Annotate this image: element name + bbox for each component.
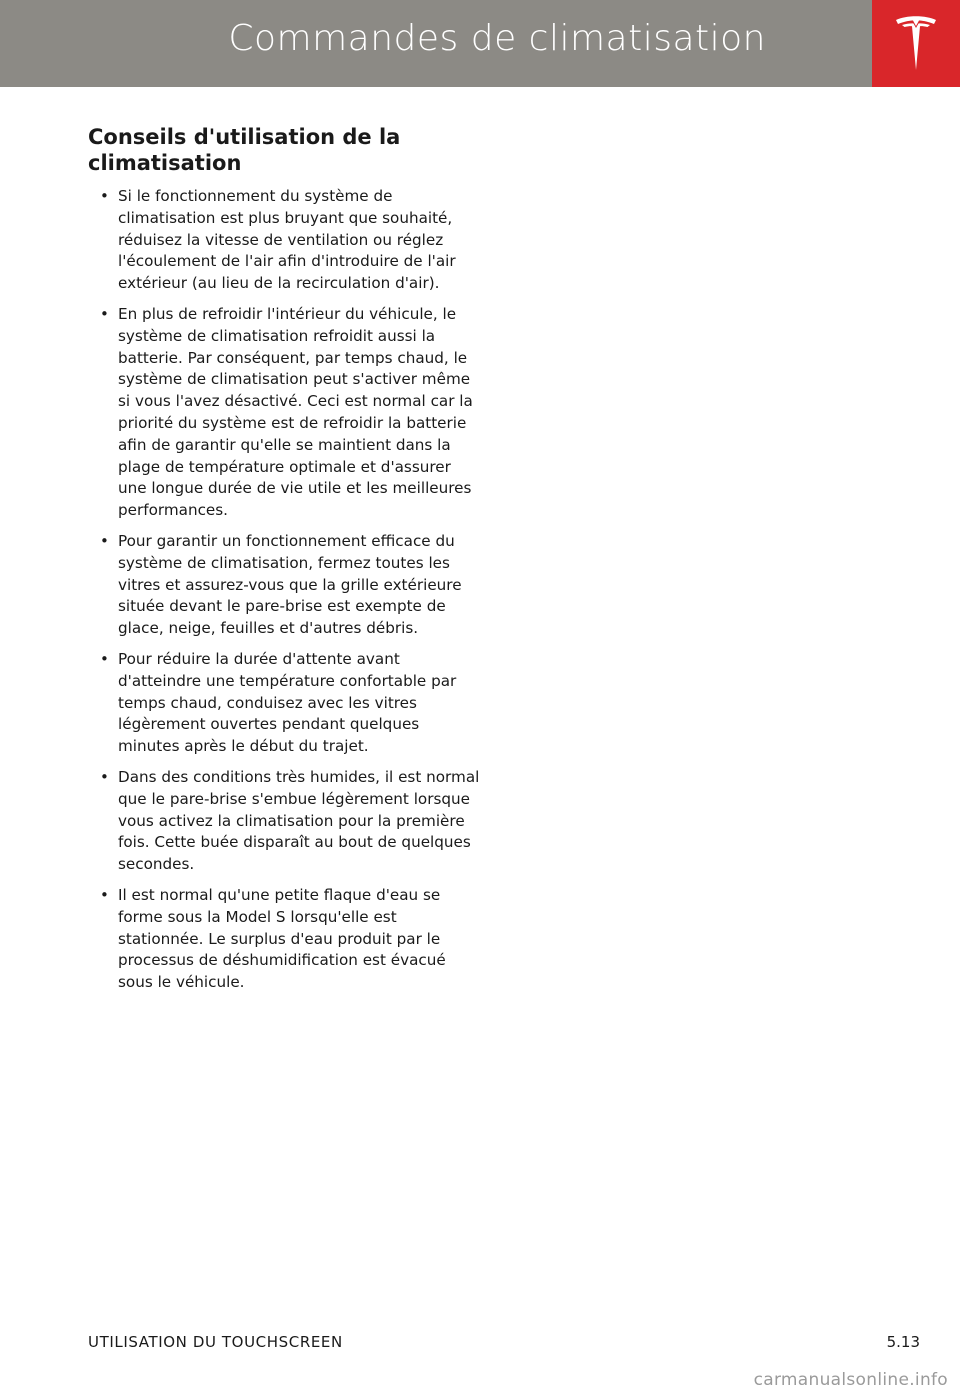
- list-item: [88, 531, 480, 640]
- main-content: [88, 124, 480, 1003]
- list-item: [88, 304, 480, 522]
- list-item-text: Dans des conditions très humides, il est normal que le pare-brise s'embue légèrement lorsque vous activez la climatisation pour la première fois. Cette buée disparaît au bout de quelques secondes.: [118, 767, 480, 874]
- list-item-text: Pour réduire la durée d'attente avant d'atteindre une température confortable par temps chaud, conduisez avec les vitres légèrement ouvertes pendant quelques minutes après le début du trajet.: [118, 649, 457, 756]
- logo-box: [872, 0, 960, 87]
- page-title: Commandes de climatisation: [228, 18, 766, 59]
- bullet-icon: •: [100, 767, 109, 786]
- watermark-link[interactable]: carmanualsonline.info: [753, 1370, 948, 1390]
- list-item-text: Pour garantir un fonctionnement efficace du système de climatisation, fermez toutes les vitres et assurez-vous que la grille extérieure située devant le pare-brise est exempte de glace, neige, feuilles et d'autres débris.: [118, 531, 462, 638]
- list-item-text: En plus de refroidir l'intérieur du véhicule, le système de climatisation refroidit aussi la batterie. Par conséquent, par temps chaud, le système de climatisation peut s'activer même si vous l'avez désactivé. Ceci est normal car la priorité du système est de refroidir la batterie afin de garantir qu'elle se maintient dans la plage de température optimale et d'assurer une longue durée de vie utile et les meilleures performances.: [118, 304, 473, 520]
- tesla-logo-icon: [894, 14, 938, 72]
- footer-section-label: UTILISATION DU TOUCHSCREEN: [88, 1333, 343, 1351]
- bullet-icon: •: [100, 649, 109, 668]
- bullet-icon: •: [100, 885, 109, 904]
- list-item: [88, 885, 480, 994]
- page-number: 5.13: [886, 1333, 920, 1351]
- header-bar: [0, 0, 872, 87]
- bullet-icon: •: [100, 304, 109, 323]
- list-item-text: Il est normal qu'une petite flaque d'eau se forme sous la Model S lorsqu'elle est stationnée. Le surplus d'eau produit par le processus de déshumidification est évacué sous le véhicule.: [118, 885, 446, 992]
- tips-list: [88, 186, 480, 994]
- list-item: [88, 649, 480, 758]
- bullet-icon: •: [100, 531, 109, 550]
- section-heading: Conseils d'utilisation de la climatisation: [88, 125, 401, 175]
- bullet-icon: •: [100, 187, 109, 205]
- list-item-text: Si le fonctionnement du système de climatisation est plus bruyant que souhaité, réduisez la vitesse de ventilation ou réglez l'écoulement de l'air afin d'introduire de l'air extérieur (au lieu de la recirculation d'air).: [118, 187, 456, 293]
- list-item: [88, 186, 480, 295]
- list-item: [88, 767, 480, 876]
